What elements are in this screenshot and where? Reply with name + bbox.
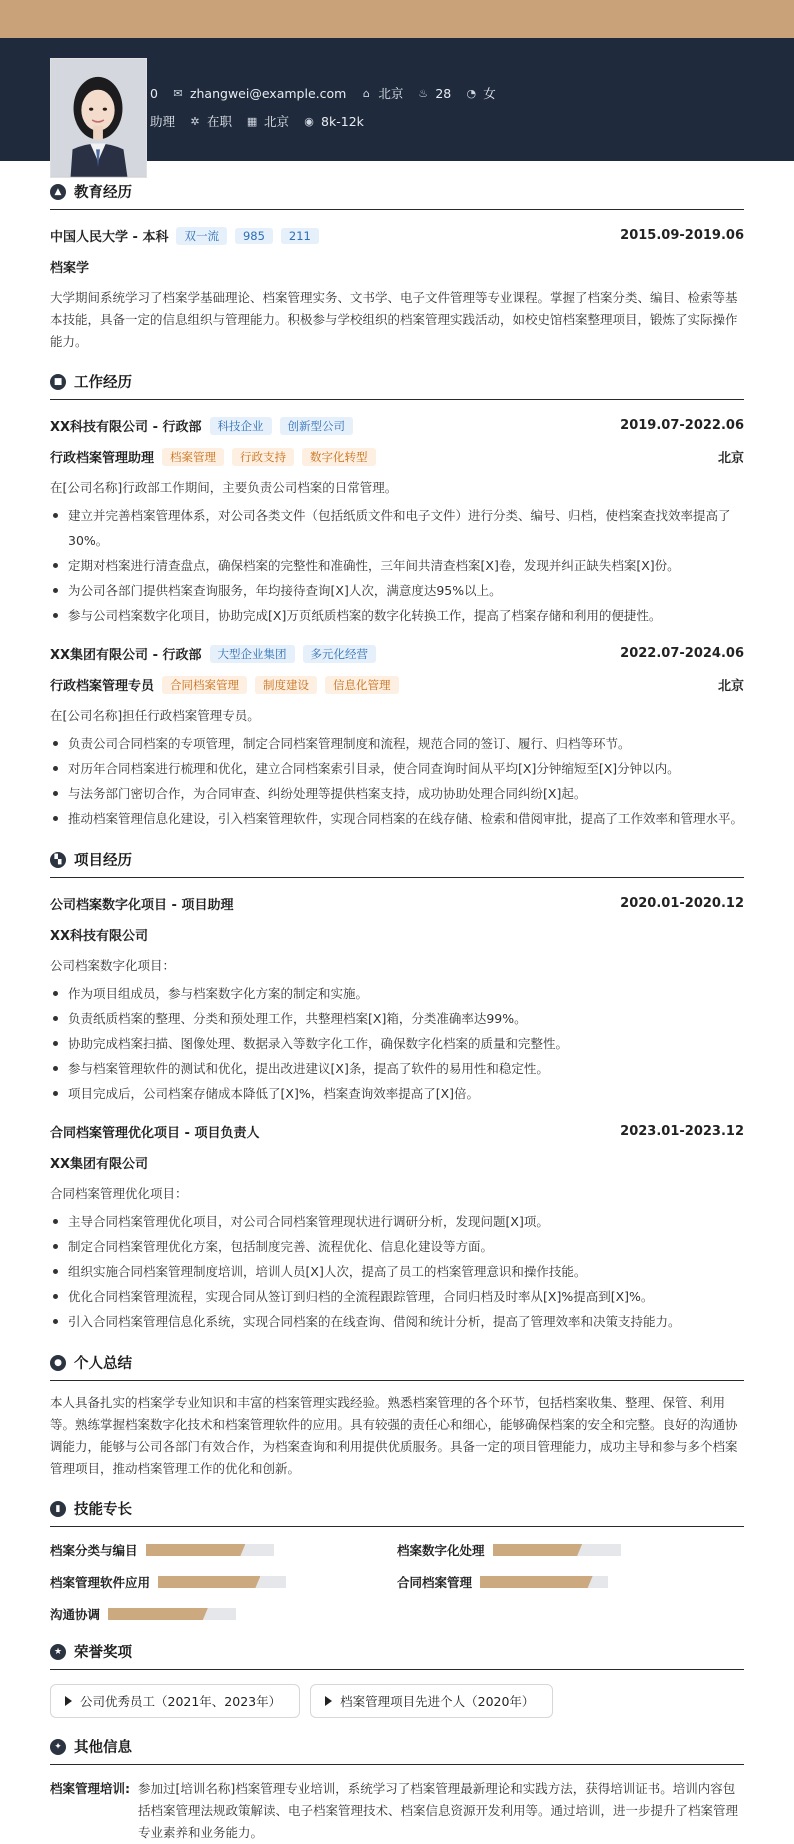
skill-bar [146, 1544, 274, 1556]
job-intent-row [150, 112, 364, 130]
list-item: 与法务部门密切合作，为合同审查、纠纷处理等提供档案支持，成功协助处理合同纠纷[X]起。 [50, 781, 744, 806]
city-item [360, 84, 403, 102]
list-item: 制定合同档案管理优化方案，包括制度完善、流程优化、信息化建设等方面。 [50, 1234, 744, 1259]
medal-icon: ★ [50, 1644, 66, 1660]
work-intro: 在[公司名称]行政部工作期间，主要负责公司档案的日常管理。 [50, 480, 398, 495]
work-city-text: 北京 [264, 114, 290, 129]
work-section [50, 371, 744, 831]
list-item: 参与档案管理软件的测试和优化，提出改进建议[X]条，提高了软件的易用性和稳定性。 [50, 1056, 744, 1081]
skill-bar-fill [493, 1544, 583, 1556]
top-accent-band [0, 0, 794, 38]
list-item: 推动档案管理信息化建设，引入档案管理软件，实现合同档案的在线存储、检索和借阅审批，提高了工作效率和管理水平。 [50, 806, 744, 831]
project-intro: 公司档案数字化项目： [50, 958, 176, 973]
role-tag: 档案管理 [162, 448, 224, 466]
work-city-item [246, 112, 289, 130]
list-item: 负责公司合同档案的专项管理，制定合同档案管理制度和流程，规范合同的签订、履行、归档等环节。 [50, 731, 744, 756]
city-text: 北京 [378, 86, 404, 101]
contact-row [150, 84, 496, 102]
cake-icon: ♨ [418, 86, 429, 100]
mail-icon: ✉ [173, 86, 183, 100]
skill-bar-fill [480, 1576, 593, 1588]
email-text: zhangwei@example.com [189, 85, 347, 101]
play-icon [65, 1696, 72, 1706]
project-intro: 合同档案管理优化项目： [50, 1186, 188, 1201]
age-item [417, 86, 451, 101]
major: 档案学 [50, 261, 90, 276]
list-item: 优化合同档案管理流程，实现合同从签订到归档的全流程跟踪管理，合同归档及时率从[X]%提高到[X]%。 [50, 1284, 744, 1309]
list-item: 建立并完善档案管理体系，对公司各类文件（包括纸质文件和电子文件）进行分类、编号、归档，使档案查找效率提高了30%。 [50, 503, 744, 553]
company-tag: 科技企业 [210, 417, 272, 435]
list-item: 引入合同档案管理信息化系统，实现合同档案的在线查询、借阅和统计分析，提高了管理效率和决策支持能力。 [50, 1309, 744, 1334]
award-item: 公司优秀员工（2021年、2023年） [50, 1684, 300, 1718]
gender-icon: ◔ [466, 86, 477, 100]
age-text: 28 [435, 85, 452, 101]
role-name: 行政档案管理专员 [50, 679, 155, 694]
list-item: 作为项目组成员，参与档案数字化方案的制定和实施。 [50, 981, 744, 1006]
company-tag: 创新型公司 [280, 417, 354, 435]
project-period: 2020.01-2020.12 [620, 896, 744, 911]
list-item: 定期对档案进行清查盘点，确保档案的完整性和准确性，三年间共清查档案[X]卷，发现并纠正缺失档案[X]份。 [50, 553, 744, 578]
list-item: 主导合同档案管理优化项目，对公司合同档案管理现状进行调研分析，发现问题[X]项。 [50, 1209, 744, 1234]
school-tag: 985 [235, 228, 273, 244]
section-title: ▮ 技能专长 [50, 1498, 744, 1527]
company-name: XX科技有限公司 - 行政部 [50, 420, 202, 435]
role-tag: 合同档案管理 [162, 676, 247, 694]
work-entry [50, 644, 744, 831]
job-fragment: 助理 [150, 114, 176, 129]
skills-grid [50, 1541, 744, 1623]
project-org: XX科技有限公司 [50, 929, 149, 944]
section-title: ● 个人总结 [50, 1352, 744, 1381]
education-section [50, 181, 744, 353]
home-icon: ⌂ [362, 86, 370, 100]
skill-bar [480, 1576, 608, 1588]
school-name: 中国人民大学 - 本科 [50, 230, 169, 245]
skill-bar [493, 1544, 621, 1556]
skill-item [50, 1573, 397, 1591]
skill-name: 档案数字化处理 [397, 1543, 485, 1558]
work-intro: 在[公司名称]担任行政档案管理专员。 [50, 708, 260, 723]
list-item: 协助完成档案扫描、图像处理、数据录入等数字化工作，确保数字化档案的质量和完整性。 [50, 1031, 744, 1056]
awards-section [50, 1641, 744, 1718]
work-entry [50, 416, 744, 628]
resume-body [0, 181, 794, 1844]
skills-section [50, 1498, 744, 1623]
user-icon: ● [50, 1355, 66, 1371]
salary-text: 8k-12k [321, 113, 364, 129]
education-desc: 大学期间系统学习了档案学基础理论、档案管理实务、文书学、电子文件管理等专业课程。掌握了档案分类、编目、检索等基本技能，具备一定的信息组织与管理能力。积极参与学校组织的档案管理实践活动，如校史馆档案整理项目，锻炼了实际操作能力。 [50, 290, 738, 349]
company-tag: 多元化经营 [303, 645, 377, 663]
education-entry [50, 226, 744, 353]
role-tag: 信息化管理 [325, 676, 399, 694]
skill-name: 合同档案管理 [397, 1575, 473, 1590]
project-period: 2023.01-2023.12 [620, 1124, 744, 1139]
projects-section [50, 849, 744, 1334]
role-tag: 制度建设 [255, 676, 317, 694]
avatar-photo [50, 58, 147, 178]
phone-item [150, 86, 158, 101]
play-icon [325, 1696, 332, 1706]
school-tag: 双一流 [176, 227, 227, 245]
project-entry [50, 894, 744, 1106]
project-name: 公司档案数字化项目 - 项目助理 [50, 898, 234, 913]
status-item [189, 112, 232, 130]
award-item: 档案管理项目先进个人（2020年） [310, 1684, 553, 1718]
skill-name: 档案管理软件应用 [50, 1575, 151, 1590]
skill-item [397, 1573, 744, 1591]
puzzle-icon: ✦ [50, 1739, 66, 1755]
bar-chart-icon: ▮ [50, 1501, 66, 1517]
other-text: 参加过[培训名称]档案管理专业培训，系统学习了档案管理最新理论和实践方法，获得培训证书。培训内容包括档案管理法规政策解读、电子档案管理技术、档案信息资源开发利用等。通过培训，进一步提升了档案管理专业素养和业务能力。 [138, 1781, 739, 1840]
list-item: 为公司各部门提供档案查询服务，年均接待查询[X]人次，满意度达95%以上。 [50, 578, 744, 603]
skill-bar-fill [108, 1608, 208, 1620]
work-period: 2022.07-2024.06 [620, 646, 744, 661]
skill-name: 沟通协调 [50, 1607, 101, 1622]
gender-text: 女 [483, 86, 496, 101]
section-title: ▚ 项目经历 [50, 849, 744, 878]
salary-item [303, 114, 364, 129]
profile-header [0, 38, 794, 161]
role-tag: 数字化转型 [302, 448, 376, 466]
work-bullets [50, 731, 744, 831]
company-tag: 大型企业集团 [210, 645, 295, 663]
work-location: 北京 [717, 451, 744, 466]
coin-icon: ◉ [304, 114, 314, 128]
gear-icon: ✲ [190, 114, 200, 128]
skill-bar [108, 1608, 236, 1620]
skill-bar-fill [158, 1576, 260, 1588]
project-bullets [50, 981, 744, 1106]
list-item: 参与公司档案数字化项目，协助完成[X]万页纸质档案的数字化转换工作，提高了档案存储和利用的便捷性。 [50, 603, 744, 628]
role-tag: 行政支持 [232, 448, 294, 466]
list-item: 负责纸质档案的整理、分类和预处理工作，共整理档案[X]箱，分类准确率达99%。 [50, 1006, 744, 1031]
skill-bar [158, 1576, 286, 1588]
company-name: XX集团有限公司 - 行政部 [50, 648, 202, 663]
gender-item [465, 84, 496, 102]
section-title: ▲ 教育经历 [50, 181, 744, 210]
project-name: 合同档案管理优化项目 - 项目负责人 [50, 1126, 260, 1141]
skill-item [397, 1541, 744, 1559]
skill-item [50, 1541, 397, 1559]
school-tag: 211 [281, 228, 319, 244]
work-period: 2019.07-2022.06 [620, 418, 744, 433]
skill-name: 档案分类与编目 [50, 1543, 138, 1558]
other-label: 档案管理培训: [50, 1781, 130, 1796]
work-location: 北京 [717, 679, 744, 694]
building-icon: ▦ [246, 114, 258, 128]
section-title: ■ 工作经历 [50, 371, 744, 400]
summary-section [50, 1352, 744, 1480]
skill-bar-fill [146, 1544, 246, 1556]
graduation-cap-icon: ▲ [50, 184, 66, 200]
project-bullets [50, 1209, 744, 1334]
list-item: 对历年合同档案进行梳理和优化，建立合同档案索引目录，使合同查询时间从平均[X]分钟缩短至[X]分钟以内。 [50, 756, 744, 781]
awards-list [50, 1684, 744, 1718]
skill-item [50, 1605, 397, 1623]
role-name: 行政档案管理助理 [50, 451, 155, 466]
phone-fragment: 0 [150, 85, 158, 101]
job-item [150, 112, 175, 130]
section-title: ★ 荣誉奖项 [50, 1641, 744, 1670]
section-title: ✦ 其他信息 [50, 1736, 744, 1765]
status-text: 在职 [207, 114, 233, 129]
work-bullets [50, 503, 744, 628]
list-item: 项目完成后，公司档案存储成本降低了[X]%，档案查询效率提高了[X]倍。 [50, 1081, 744, 1106]
briefcase-icon: ■ [50, 374, 66, 390]
project-org: XX集团有限公司 [50, 1157, 149, 1172]
education-period: 2015.09-2019.06 [620, 228, 744, 243]
list-item: 组织实施合同档案管理制度培训，培训人员[X]人次，提高了员工的档案管理意识和操作技能。 [50, 1259, 744, 1284]
grid-icon: ▚ [50, 852, 66, 868]
summary-text: 本人具备扎实的档案学专业知识和丰富的档案管理实践经验。熟悉档案管理的各个环节，包括档案收集、整理、保管、利用等。熟练掌握档案数字化技术和档案管理软件的应用。具有较强的责任心和细心，能够确保档案的安全和完整。良好的沟通协调能力，能够与公司各部门有效合作，为档案查询和利用提供优质服务。具备一定的项目管理能力，成功主导和参与多个档案管理项目，推动档案管理工作的优化和创新。 [50, 1395, 738, 1476]
other-info-row [50, 1778, 744, 1844]
email-item[interactable] [172, 86, 346, 101]
other-section [50, 1736, 744, 1844]
project-entry [50, 1122, 744, 1334]
